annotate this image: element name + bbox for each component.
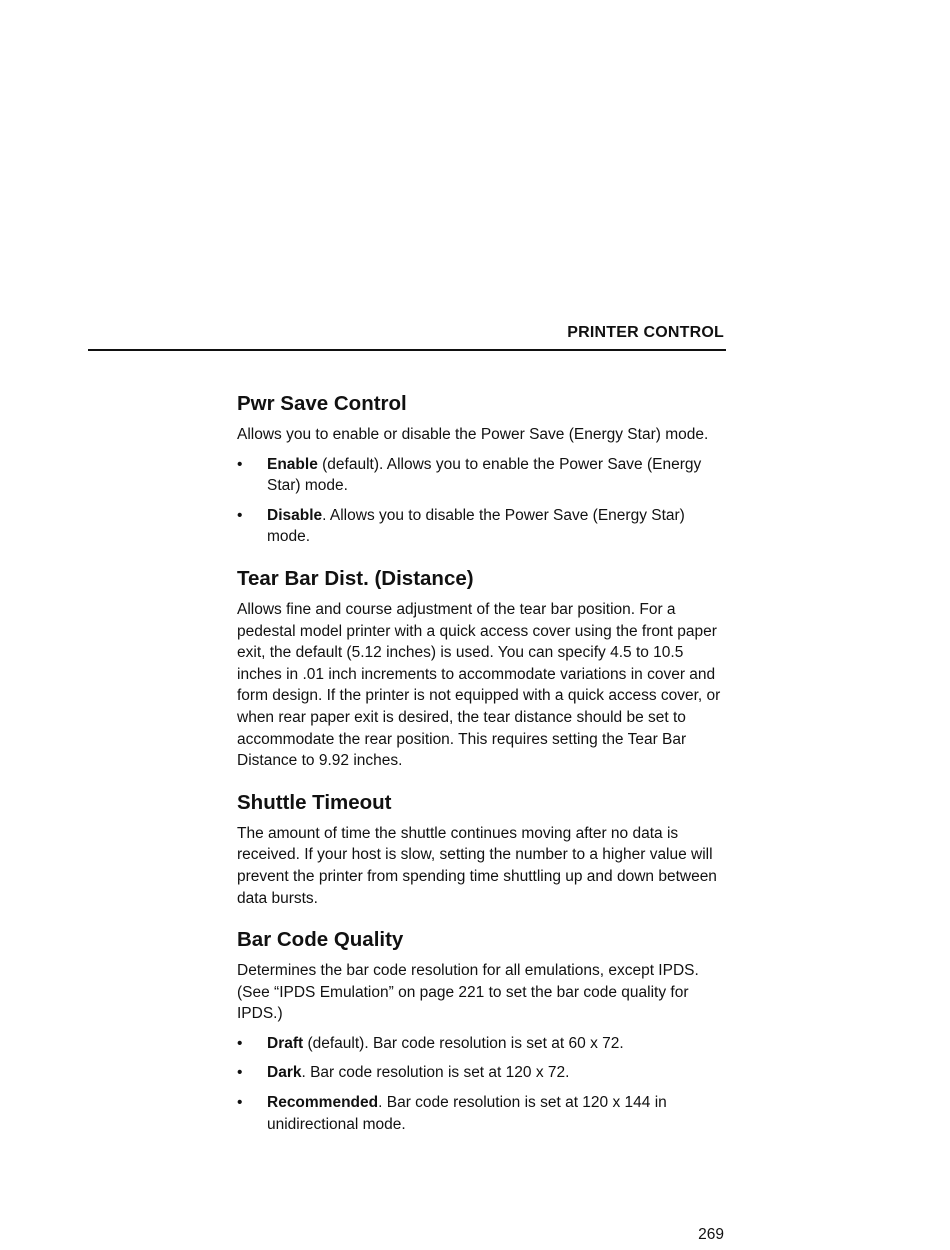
list-item — [237, 505, 727, 548]
running-header: PRINTER CONTROL — [567, 324, 724, 341]
option-term: Dark — [267, 1064, 302, 1082]
section-body: Allows fine and course adjustment of the tear bar position. For a pedestal model printer with a quick access cover using the front paper exit, the default (5.12 inches) is used. You can specify 4.5 to 10.5 inches in .01 inch increments to accommodate variations in cover and form design. If the printer is not equipped with a quick access cover, or when rear paper exit is desired, the tear distance should be set to accommodate the rear position. This requires setting the Tear Bar Distance to 9.92 inches. — [237, 600, 721, 770]
bullet-icon: • — [237, 1094, 243, 1112]
option-description: (default). Allows you to enable the Power Save (Energy Star) mode. — [267, 455, 702, 495]
option-description: (default). Bar code resolution is set at 60 x 72. — [303, 1034, 624, 1052]
option-term: Draft — [267, 1034, 304, 1052]
page-number: 269 — [698, 1226, 724, 1243]
option-description: . Bar code resolution is set at 120 x 72. — [301, 1064, 570, 1082]
page-content — [237, 391, 727, 1153]
option-term: Enable — [267, 455, 318, 473]
option-description: . Allows you to disable the Power Save (Energy Star) mode. — [267, 506, 685, 546]
section-pwr-save-control — [237, 391, 727, 548]
bullet-icon: • — [237, 1034, 243, 1052]
bullet-icon: • — [237, 1064, 243, 1082]
option-term: Disable — [267, 506, 323, 524]
list-item — [237, 454, 727, 497]
section-title: Bar Code Quality — [237, 928, 404, 952]
list-item — [237, 1033, 727, 1055]
section-title: Shuttle Timeout — [237, 790, 392, 814]
list-item — [237, 1092, 727, 1135]
section-body: The amount of time the shuttle continues moving after no data is received. If your host is slow, setting the number to a higher value will prevent the printer from spending time shuttling up and down between data bursts. — [237, 824, 717, 907]
section-body: Allows you to enable or disable the Power Save (Energy Star) mode. — [237, 426, 709, 443]
section-title: Pwr Save Control — [237, 392, 407, 415]
header-divider — [88, 349, 726, 351]
list-item — [237, 1062, 727, 1084]
bullet-icon: • — [237, 506, 243, 524]
section-shuttle-timeout — [237, 790, 727, 909]
section-body: Determines the bar code resolution for all emulations, except IPDS. (See “IPDS Emulation” on page 221 to set the bar code quality for IPDS.) — [237, 962, 699, 1023]
option-term: Recommended — [267, 1094, 379, 1112]
bullet-icon: • — [237, 455, 243, 473]
option-description: . Bar code resolution is set at 120 x 144 in unidirectional mode. — [267, 1094, 667, 1133]
section-tear-bar-distance — [237, 566, 727, 772]
option-list — [237, 1033, 727, 1135]
section-bar-code-quality — [237, 927, 727, 1135]
option-list — [237, 454, 727, 548]
section-title: Tear Bar Dist. (Distance) — [237, 566, 474, 590]
